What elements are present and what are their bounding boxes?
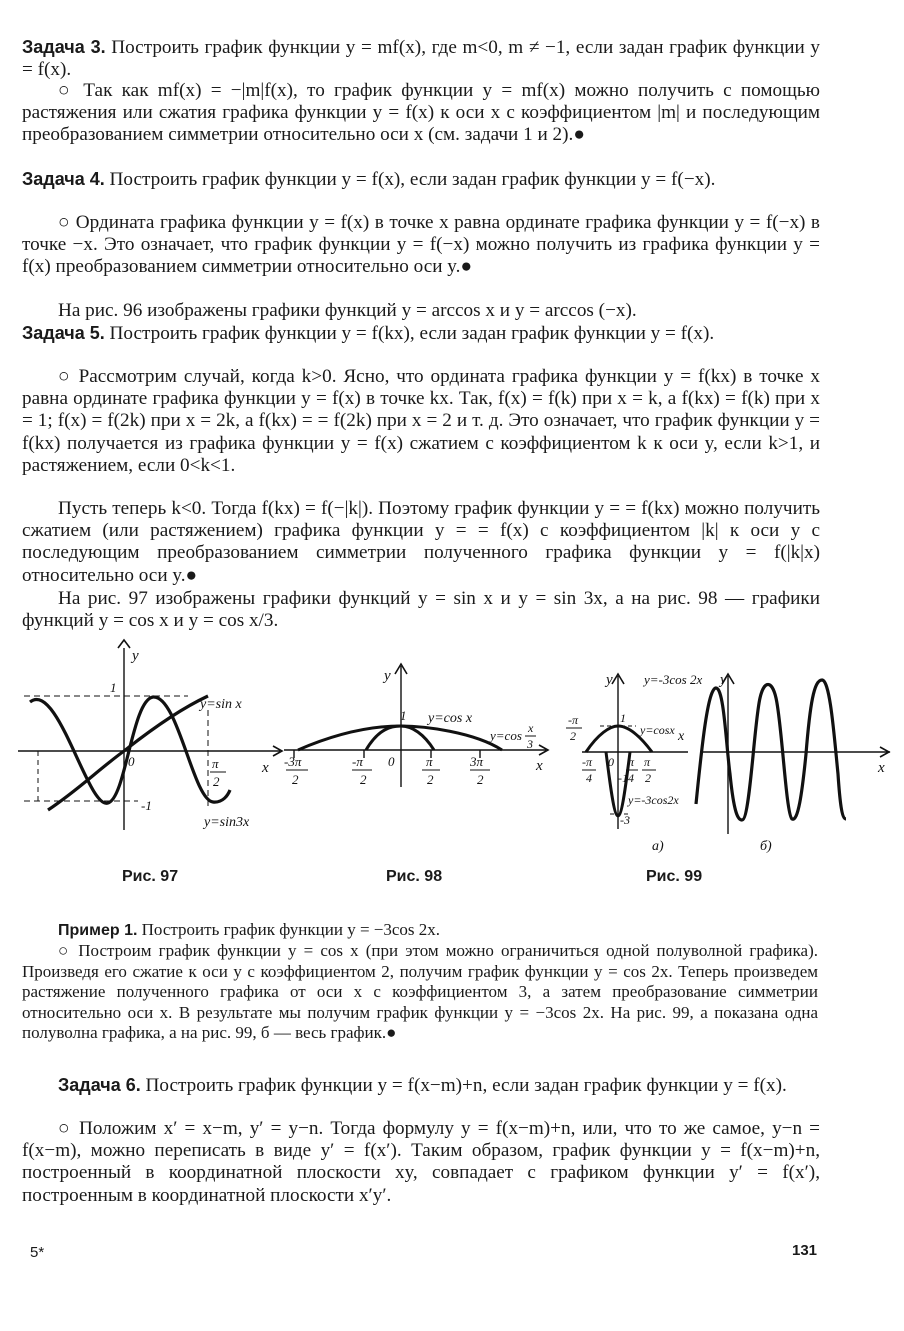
figure-98-caption: Рис. 98 <box>386 868 443 885</box>
tick-label: 2 <box>427 772 434 787</box>
task-label: Пример 1. <box>58 922 138 939</box>
tick-label: -π <box>582 755 593 769</box>
tick-label: -1 <box>141 798 152 813</box>
task-6-statement <box>22 1074 820 1097</box>
example-1-statement <box>22 920 818 942</box>
paragraph-text: Построить график функции y = mf(x), где m<0, m ≠ −1, если задан график функции y = f(x). <box>22 37 820 81</box>
paragraph-text: Пусть теперь k<0. Тогда f(kx) = f(−|k|). Поэтому график функции y = = f(kx) можно получить сжатием (или растяжением) графика функции y = = f(x) с коэффициентом |k| к оси y с последующим преобразованием симметрии полученного графика функции y = f(|k|x) относительно оси y.● <box>22 498 820 586</box>
footer-signature: 5* <box>30 1244 45 1261</box>
task-label: Задача 6. <box>58 1075 141 1095</box>
tick-label: -3 <box>620 813 630 827</box>
task-3-statement <box>22 36 820 81</box>
series-label: y=cos <box>490 728 522 743</box>
series-label: y=cosx <box>640 723 675 737</box>
task-6-solution <box>22 1118 820 1207</box>
paragraph-text: На рис. 97 изображены графики функций y = sin x и y = sin 3x, а на рис. 98 — графики функций y = cos x и y = cos x/3. <box>22 588 820 632</box>
series-label: y=cos x <box>428 711 473 726</box>
subfigure-label: а) <box>652 839 664 854</box>
series-label: y=sin x <box>200 697 242 712</box>
x-axis-label: x <box>678 729 685 744</box>
task-5-negative-k <box>22 498 820 587</box>
task-4-statement <box>22 168 820 191</box>
x-axis-label: x <box>262 760 269 776</box>
paragraph-text: ○ Построим график функции y = cos x (при этом можно ограничиться одной полуволной графика). Произведя его сжатие к оси y с коэффициентом 2, получим график функции y = cos 2x. Теперь произведем растяжение полученного графика от оси x с коэффициентом 3, а затем преобразование симметрии относительно оси x. В результате мы получим график функции y = −3cos 2x. На рис. 99, а показана одна полуволна графика, а на рис. 99, б — весь график.● <box>22 941 818 1043</box>
tick-label: -π <box>352 754 363 769</box>
tick-label: π <box>644 755 651 769</box>
tick-label: -3π <box>284 754 302 769</box>
paragraph-text: ○ Ордината графика функции y = f(x) в точке x равна ординате графика функции y = f(−x) в точке −x. Это означает, что график функции y = f(−x) можно получить из графика функции y = f(x) преобразованием симметрии относительно оси y.● <box>22 212 820 278</box>
task-3-solution <box>22 80 820 147</box>
figure-98 <box>284 662 559 792</box>
paragraph-text: На рис. 96 изображены графики функций y = arccos x и y = arccos (−x). <box>58 300 637 321</box>
series-label: 3 <box>527 737 533 751</box>
cosx-curve <box>366 726 434 750</box>
tick-label: 0 <box>388 754 395 769</box>
tick-label: 2 <box>360 772 367 787</box>
y-axis-label: y <box>132 648 139 664</box>
paragraph-text: Построить график функции y = −3cos 2x. <box>137 920 441 939</box>
task-label: Задача 4. <box>22 169 105 189</box>
task-4-solution <box>22 212 820 279</box>
tick-label: 2 <box>570 729 576 743</box>
tick-label: 2 <box>292 772 299 787</box>
series-label: x <box>528 721 534 735</box>
tick-label: 1 <box>110 680 117 695</box>
tick-label: 0 <box>128 754 135 769</box>
tick-label: -π <box>568 713 579 727</box>
tick-label: 4 <box>628 771 634 785</box>
task-5-statement <box>22 322 820 345</box>
tick-label: 2 <box>645 771 651 785</box>
m3cos2x-full <box>696 680 846 820</box>
figure-97 <box>18 640 288 840</box>
task-label: Задача 3. <box>22 37 106 57</box>
tick-label: π <box>628 755 635 769</box>
task-label: Задача 5. <box>22 323 105 343</box>
figure-99 <box>560 664 890 860</box>
tick-label: 2 <box>477 772 484 787</box>
cos-x-over-3-curve <box>298 726 502 750</box>
fig96-note <box>22 300 820 322</box>
tick-label: 2 <box>213 774 220 789</box>
page-number: 131 <box>792 1242 818 1259</box>
tick-label: 3π <box>470 754 484 769</box>
y-axis-label: y <box>720 672 727 688</box>
tick-label: 0 <box>608 755 614 769</box>
paragraph-text: Построить график функции y = f(kx), если задан график функции y = f(x). <box>104 323 715 344</box>
paragraph-text: ○ Так как mf(x) = −|m|f(x), то график функции y = mf(x) можно получить с помощью растяжения или сжатия графика функции y = f(x) к оси x с коэффициентом |m| и последующим преобразованием симметрии относительно оси x (см. задачи 1 и 2).● <box>22 80 820 146</box>
x-axis-label: x <box>878 760 885 776</box>
figure-99-caption: Рис. 99 <box>646 868 703 885</box>
paragraph-text: ○ Положим x′ = x−m, y′ = y−n. Тогда формулу y = f(x−m)+n, или, что то же самое, y−n = f(x−m), можно переписать в виде y′ = f(x′). Таким образом, график функции y = f(x−m)+n, построенный в координатной плоскости xy, совпадает с графиком функции y′ = f(x′), построенным в координатной плоскости x′y′. <box>22 1118 820 1206</box>
y-axis-label: y <box>384 668 391 684</box>
paragraph-text: Построить график функции y = f(x−m)+n, если задан график функции y = f(x). <box>140 1075 787 1096</box>
subfigure-label: б) <box>760 839 772 854</box>
example-1-solution <box>22 941 818 1044</box>
figure-97-caption: Рис. 97 <box>122 868 179 885</box>
tick-label: 4 <box>586 771 592 785</box>
tick-label: 1 <box>620 711 626 725</box>
paragraph-text: Построить график функции y = f(x), если задан график функции y = f(−x). <box>104 169 716 190</box>
series-label: y=-3cos 2x <box>644 672 703 687</box>
sin3x-curve <box>30 697 230 803</box>
tick-label: -1 <box>618 771 628 785</box>
figures-intro <box>22 588 820 632</box>
tick-label: π <box>426 754 433 769</box>
task-5-solution <box>22 366 820 477</box>
tick-label: 1 <box>400 708 407 723</box>
y-axis-label: y <box>606 672 613 688</box>
series-label: y=-3cos2x <box>628 793 679 807</box>
x-axis-label: x <box>536 758 543 774</box>
series-label: y=sin3x <box>204 815 250 830</box>
paragraph-text: ○ Рассмотрим случай, когда k>0. Ясно, что ордината графика функции y = f(kx) в точке x равна ординате графика функции y = f(x) в точке kx. Так, f(x) = f(k) при x = k, а f(kx) = f(k) при x = 1; f(x) = f(2k) при x = 2k, а f(kx) = = f(2k) при x = 2 и т. д. Это означает, что график функции y = f(kx) получается из графика функции y = f(x) сжатием с коэффициентом k к оси y, если k>1, и растяжением, если 0<k<1. <box>22 366 820 476</box>
tick-label: π <box>212 756 219 771</box>
